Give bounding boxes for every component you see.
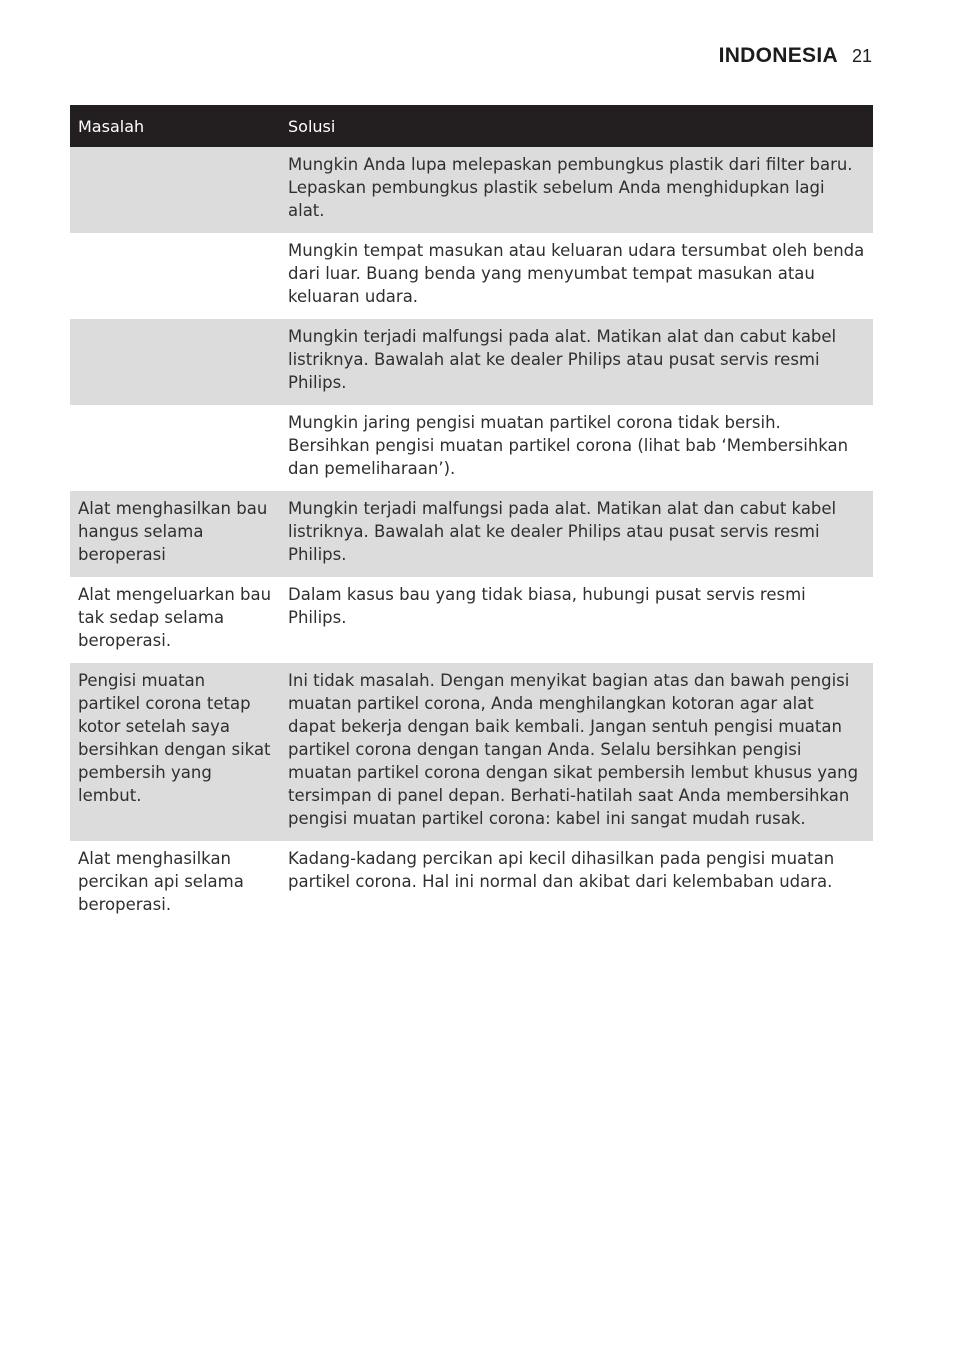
solution-cell: Ini tidak masalah. Dengan menyikat bagian atas dan bawah pengisi muatan partikel corona, Anda menghilangkan kotoran agar alat dapat bekerja dengan baik kembali. Jangan sentuh pengisi muatan partikel corona dengan tangan Anda. Selalu bersihkan pengisi muatan partikel corona dengan sikat pembersih lembut khusus yang tersimpan di panel depan. Berhati-hatilah saat Anda membersihkan pengisi muatan partikel corona: kabel ini sangat mudah rusak. (280, 663, 873, 841)
solution-cell: Kadang-kadang percikan api kecil dihasilkan pada pengisi muatan partikel corona. Hal ini normal dan akibat dari kelembaban udara. (288, 849, 835, 891)
table-row (70, 233, 873, 319)
page-header (719, 44, 872, 68)
problem-cell: Pengisi muatan partikel corona tetap kotor setelah saya bersihkan dengan sikat pembersih yang lembut. (70, 663, 280, 841)
table-row (70, 405, 873, 491)
table-row (70, 577, 873, 663)
table-row (70, 147, 873, 233)
table-row (70, 663, 873, 841)
problem-cell: Alat mengeluarkan bau tak sedap selama beroperasi. (78, 585, 272, 650)
solution-cell: Mungkin tempat masukan atau keluaran udara tersumbat oleh benda dari luar. Buang benda yang menyumbat tempat masukan atau keluaran udara. (288, 241, 865, 306)
problem-cell (70, 319, 280, 405)
problem-cell (70, 233, 280, 319)
problem-cell (70, 405, 280, 491)
table-row (70, 491, 873, 577)
table-row (70, 841, 873, 927)
solution-cell: Mungkin terjadi malfungsi pada alat. Matikan alat dan cabut kabel listriknya. Bawalah alat ke dealer Philips atau pusat servis resmi Philips. (280, 319, 873, 405)
troubleshooting-table (70, 105, 873, 927)
section-title: INDONESIA (718, 44, 838, 67)
table-row (70, 319, 873, 405)
solution-cell: Mungkin jaring pengisi muatan partikel corona tidak bersih. Bersihkan pengisi muatan partikel corona (lihat bab ‘Membersihkan dan pemeliharaan’). (288, 413, 849, 478)
column-header-solution: Solusi (280, 105, 873, 147)
problem-cell: Alat menghasilkan bau hangus selama beroperasi (70, 491, 280, 577)
page-number: 21 (851, 46, 872, 66)
table-header-row (70, 105, 873, 147)
solution-cell: Mungkin Anda lupa melepaskan pembungkus plastik dari filter baru. Lepaskan pembungkus plastik sebelum Anda menghidupkan lagi alat. (280, 147, 873, 233)
problem-cell (70, 147, 280, 233)
solution-cell: Mungkin terjadi malfungsi pada alat. Matikan alat dan cabut kabel listriknya. Bawalah alat ke dealer Philips atau pusat servis resmi Philips. (280, 491, 873, 577)
column-header-problem: Masalah (70, 105, 280, 147)
solution-cell: Dalam kasus bau yang tidak biasa, hubungi pusat servis resmi Philips. (288, 585, 806, 627)
problem-cell: Alat menghasilkan percikan api selama beroperasi. (78, 849, 244, 914)
